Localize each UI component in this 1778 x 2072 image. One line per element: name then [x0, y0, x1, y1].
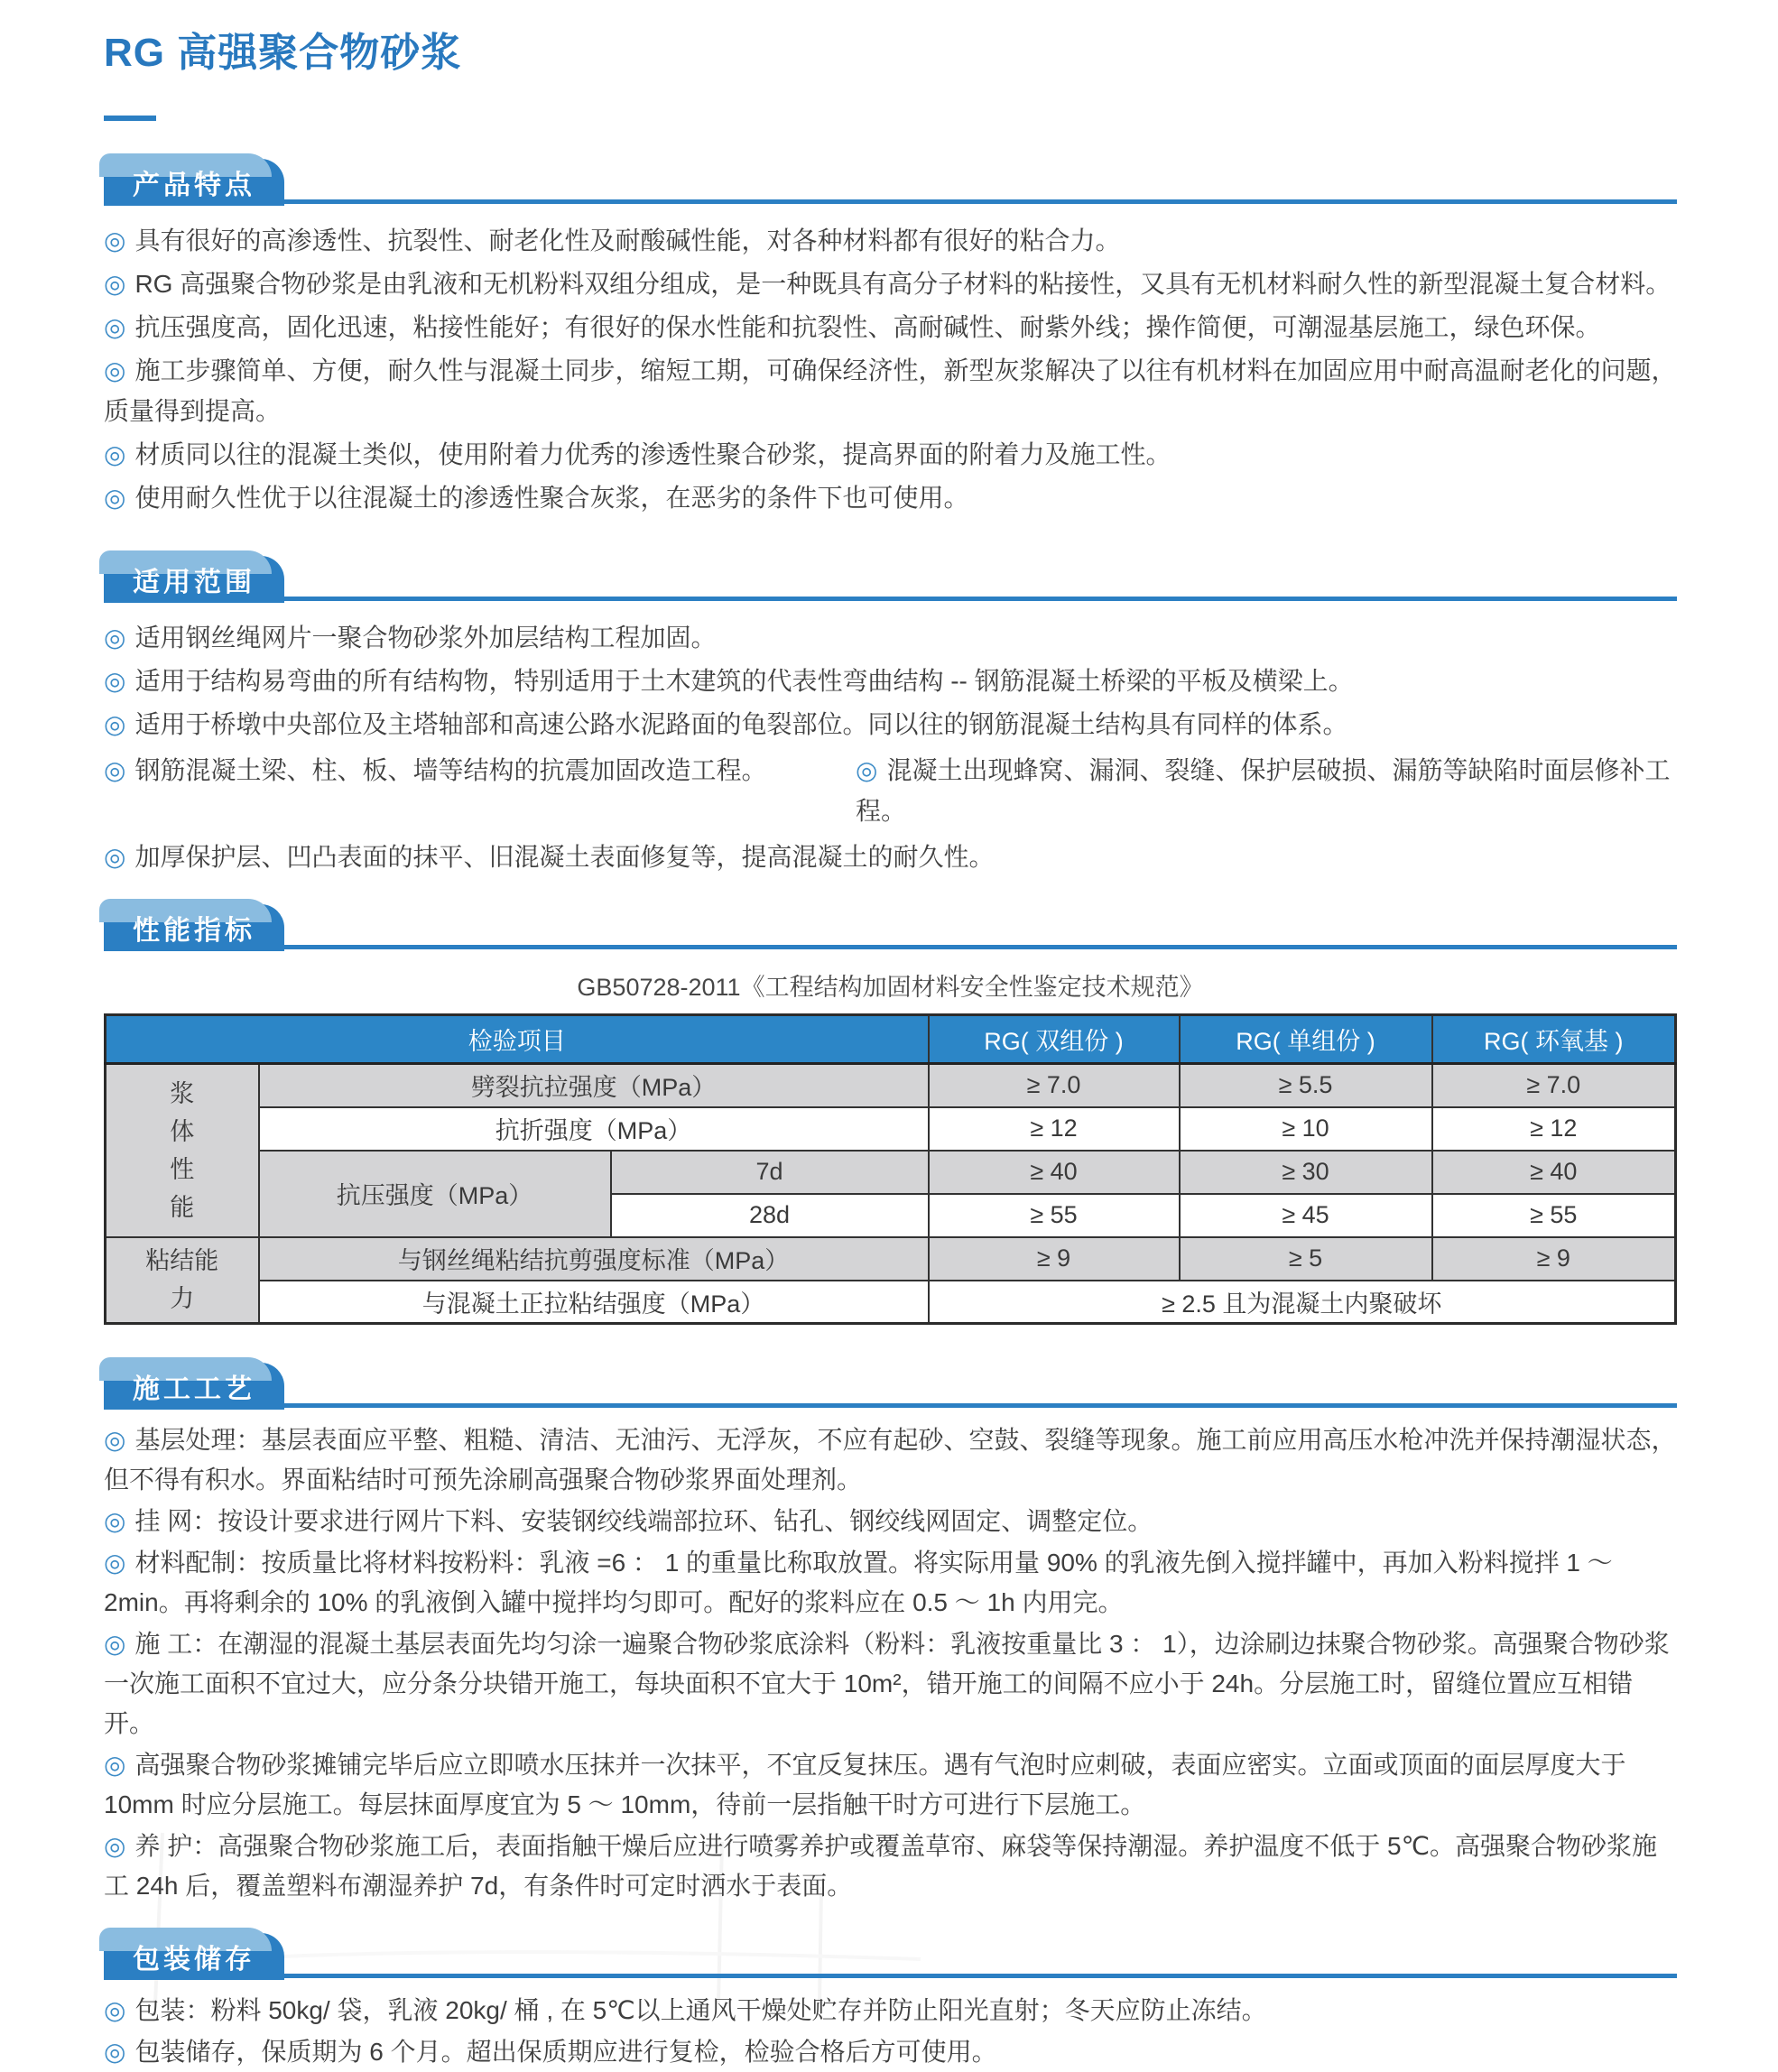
bullet-icon: ◎ [104, 667, 126, 695]
bullet-text: 适用钢丝绳网片一聚合物砂浆外加层结构工程加固。 [134, 624, 717, 652]
bullet-icon: ◎ [104, 313, 126, 341]
row-item: 抗折强度（MPa） [259, 1107, 929, 1151]
row-value: ≥ 55 [1432, 1194, 1676, 1237]
section-badge-performance: 性能指标 [104, 904, 284, 951]
bullet-text: 钢筋混凝土梁、柱、板、墙等结构的抗震加固改造工程。 [134, 756, 767, 784]
section-rule [104, 1403, 1677, 1408]
bullet-icon: ◎ [104, 843, 126, 871]
bullet-icon: ◎ [104, 710, 126, 738]
list-item [104, 1543, 1677, 1623]
section-header [104, 157, 1677, 204]
row-item: 与钢丝绳粘结抗剪强度标准（MPa） [259, 1237, 929, 1281]
bullet-icon: ◎ [104, 756, 126, 784]
title-underline [104, 116, 156, 121]
bullet-text: 材料配制：按质量比将材料按粉料：乳液 =6 ： 1 的重量比称取放置。将实际用量 90% 的乳液先倒入搅拌罐中，再加入粉料搅拌 1 ～ 2min。再将剩余的 10% 的乳液倒入罐中搅拌均匀即可。配好的浆料应在 0.5 ～ 1h 内用完。 [104, 1549, 1613, 1616]
bullet-icon: ◎ [104, 270, 126, 298]
bullet-icon: ◎ [104, 2038, 126, 2066]
row-item: 与混凝土正拉粘结强度（MPa） [259, 1281, 929, 1324]
bullet-icon: ◎ [104, 227, 126, 254]
list-item [104, 1624, 1677, 1744]
group-label-slurry: 浆 体 性 能 [106, 1064, 259, 1237]
bullet-text: 包装储存，保质期为 6 个月。超出保质期应进行复检，检验合格后方可使用。 [134, 2038, 997, 2066]
section-performance [104, 902, 1677, 1325]
list-item [104, 2032, 1677, 2072]
row-value: ≥ 7.0 [929, 1064, 1180, 1107]
bullet-icon: ◎ [104, 1630, 126, 1658]
bullet-text: RG 高强聚合物砂浆是由乳液和无机粉料双组分组成，是一种既具有高分子材料的粘接性，又具有无机材料耐久性的新型混凝土复合材料。 [134, 270, 1672, 298]
bullet-icon: ◎ [104, 1507, 126, 1535]
row-value: ≥ 40 [1432, 1151, 1676, 1194]
list-item [104, 434, 1677, 475]
bullet-icon: ◎ [856, 756, 878, 784]
section-features [104, 157, 1677, 518]
list-item [104, 704, 1677, 745]
list-item [856, 750, 1677, 831]
bullet-text: 混凝土出现蜂窝、漏洞、裂缝、保护层破损、漏筋等缺陷时面层修补工程。 [856, 756, 1671, 825]
bullet-icon: ◎ [104, 356, 126, 384]
bullet-text: 具有很好的高渗透性、抗裂性、耐老化性及耐酸碱性能，对各种材料都有很好的粘合力。 [134, 227, 1121, 254]
row-item: 抗压强度（MPa） [259, 1151, 611, 1237]
row-value: ≥ 30 [1180, 1151, 1432, 1194]
table-header-col: RG( 双组份 ) [929, 1015, 1180, 1064]
table-header-row [106, 1015, 1676, 1064]
row-value: ≥ 12 [1432, 1107, 1676, 1151]
section-header [104, 902, 1677, 949]
bullet-icon: ◎ [104, 1549, 126, 1577]
section-scope [104, 554, 1677, 877]
table-header-col: RG( 环氧基 ) [1432, 1015, 1676, 1064]
table-header-item: 检验项目 [106, 1015, 929, 1064]
bullet-text: 高强聚合物砂浆摊铺完毕后应立即喷水压抹并一次抹平，不宜反复抹压。遇有气泡时应刺破，表面应密实。立面或顶面的面层厚度大于 10mm 时应分层施工。每层抹面厚度宜为 5 ～ 10mm，待前一层指触干时方可进行下层施工。 [104, 1751, 1626, 1818]
section-rule [104, 1974, 1677, 1978]
bullet-text: 适用于桥墩中央部位及主塔轴部和高速公路水泥路面的龟裂部位。同以往的钢筋混凝土结构具有同样的体系。 [134, 710, 1348, 738]
table-caption: GB50728-2011《工程结构加固材料安全性鉴定技术规范》 [577, 974, 1204, 1001]
row-value: ≥ 9 [929, 1237, 1180, 1281]
list-item [104, 1745, 1677, 1825]
list-item [104, 477, 1677, 518]
bullet-text: 施工步骤简单、方便，耐久性与混凝土同步，缩短工期，可确保经济性，新型灰浆解决了以往有机材料在加固应用中耐高温耐老化的问题，质量得到提高。 [104, 356, 1677, 425]
section-packaging [104, 1931, 1677, 2072]
row-item: 劈裂抗拉强度（MPa） [259, 1064, 929, 1107]
list-item [104, 264, 1677, 304]
bullet-icon: ◎ [104, 484, 126, 512]
group-label-bonding: 粘结能 力 [106, 1237, 259, 1324]
row-value: ≥ 7.0 [1432, 1064, 1676, 1107]
section-badge-features: 产品特点 [104, 159, 284, 206]
bullet-text: 材质同以往的混凝土类似，使用附着力优秀的渗透性聚合砂浆，提高界面的附着力及施工性。 [134, 440, 1171, 468]
row-value: ≥ 40 [929, 1151, 1180, 1194]
section-process [104, 1361, 1677, 1906]
bullet-text: 施 工：在潮湿的混凝土基层表面先均匀涂一遍聚合物砂浆底涂料（粉料：乳液按重量比 3 ： 1），边涂刷边抹聚合物砂浆。高强聚合物砂浆一次施工面积不宜过大，应分条分块错开施工，每块面积不宜大于 10m²，错开施工的间隔不应小于 24h。分层施工时，留缝位置应互相错开。 [104, 1630, 1670, 1737]
table-header-col: RG( 单组份 ) [1180, 1015, 1432, 1064]
packaging-list [104, 1991, 1677, 2072]
bullet-text: 基层处理：基层表面应平整、粗糙、清洁、无油污、无浮灰，不应有起砂、空鼓、裂缝等现象。施工前应用高压水枪冲洗并保持潮湿状态，但不得有积水。界面粘结时可预先涂刷高强聚合物砂浆界面处理剂。 [104, 1426, 1677, 1494]
features-list [104, 220, 1677, 518]
table-row [106, 1151, 1676, 1194]
section-header [104, 1931, 1677, 1978]
bullet-icon: ◎ [104, 440, 126, 468]
bullet-icon: ◎ [104, 1832, 126, 1860]
row-value: ≥ 5.5 [1180, 1064, 1432, 1107]
list-item [104, 1991, 1677, 2030]
list-item [104, 837, 1677, 877]
scope-list [104, 617, 1677, 877]
section-rule [104, 199, 1677, 204]
scope-pair-row [104, 747, 1677, 834]
page-title: RG 高强聚合物砂浆 [104, 31, 462, 75]
list-item [104, 307, 1677, 347]
list-item [104, 617, 1677, 658]
section-badge-scope: 适用范围 [104, 556, 284, 603]
section-header [104, 554, 1677, 601]
list-item [104, 1502, 1677, 1541]
bullet-icon: ◎ [104, 624, 126, 652]
table-row [106, 1237, 1676, 1281]
row-value: ≥ 10 [1180, 1107, 1432, 1151]
list-item [104, 220, 1677, 261]
section-rule [104, 597, 1677, 601]
list-item [104, 1827, 1677, 1906]
bullet-text: 养 护：高强聚合物砂浆施工后，表面指触干燥后应进行喷雾养护或覆盖草帘、麻袋等保持潮湿。养护温度不低于 5℃。高强聚合物砂浆施工 24h 后，覆盖塑料布潮湿养护 7d，有条件时可定时洒水于表面。 [104, 1832, 1658, 1900]
bullet-icon: ◎ [104, 1996, 126, 2024]
table-row [106, 1281, 1676, 1324]
section-badge-process: 施工工艺 [104, 1363, 284, 1410]
row-value: ≥ 9 [1432, 1237, 1676, 1281]
merged-value: ≥ 2.5 且为混凝土内聚破坏 [929, 1281, 1676, 1324]
section-header [104, 1361, 1677, 1408]
bullet-text: 抗压强度高，固化迅速，粘接性能好；有很好的保水性能和抗裂性、高耐碱性、耐紫外线；操作简便，可潮湿基层施工，绿色环保。 [134, 313, 1601, 341]
row-value: ≥ 12 [929, 1107, 1180, 1151]
bullet-text: 适用于结构易弯曲的所有结构物，特别适用于土木建筑的代表性弯曲结构 -- 钢筋混凝土桥梁的平板及横梁上。 [134, 667, 1354, 695]
bullet-icon: ◎ [104, 1751, 126, 1779]
row-value: ≥ 55 [929, 1194, 1180, 1237]
bullet-text: 包装：粉料 50kg/ 袋，乳液 20kg/ 桶 , 在 5℃以上通风干燥处贮存并防止阳光直射；冬天应防止冻结。 [134, 1996, 1267, 2024]
table-row [106, 1107, 1676, 1151]
bullet-icon: ◎ [104, 1426, 126, 1454]
performance-table [104, 1013, 1677, 1325]
bullet-text: 加厚保护层、凹凸表面的抹平、旧混凝土表面修复等，提高混凝土的耐久性。 [134, 843, 995, 871]
list-item [104, 750, 856, 831]
list-item [104, 1420, 1677, 1500]
bullet-text: 挂 网：按设计要求进行网片下料、安装钢绞线端部拉环、钻孔、钢绞线网固定、调整定位。 [134, 1507, 1153, 1535]
table-row [106, 1064, 1676, 1107]
bullet-text: 使用耐久性优于以往混凝土的渗透性聚合灰浆，在恶劣的条件下也可使用。 [134, 484, 969, 512]
process-list [104, 1420, 1677, 1906]
row-value: ≥ 5 [1180, 1237, 1432, 1281]
section-rule [104, 945, 1677, 949]
section-badge-packaging: 包装储存 [104, 1933, 284, 1980]
row-sub: 7d [611, 1151, 929, 1194]
row-value: ≥ 45 [1180, 1194, 1432, 1237]
list-item [104, 350, 1677, 431]
list-item [104, 661, 1677, 701]
row-sub: 28d [611, 1194, 929, 1237]
